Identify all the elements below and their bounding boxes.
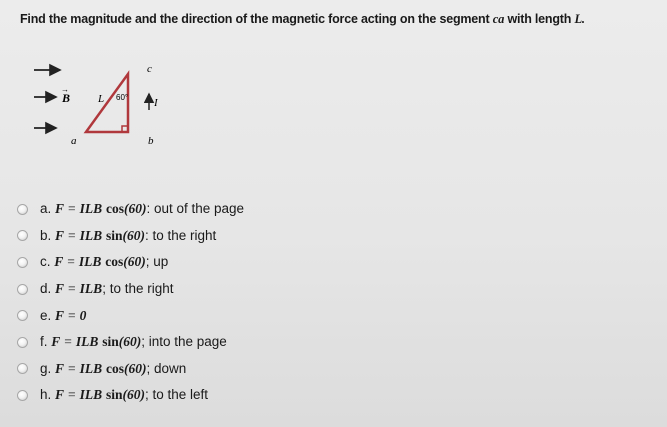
option-direction: ; down: [146, 360, 187, 376]
eq-arg: (60): [123, 360, 147, 376]
option-letter: d.: [40, 281, 52, 297]
option-direction: ; into the page: [141, 334, 227, 350]
equals-sign: =: [68, 227, 76, 243]
radio-button[interactable]: [17, 337, 28, 348]
eq-rhs: ILB: [79, 201, 103, 217]
equals-sign: =: [67, 254, 75, 270]
equals-sign: =: [68, 201, 76, 217]
question-main: Find the magnitude and the direction of the magnetic force acting on the segment: [20, 12, 490, 26]
force-diagram: [20, 52, 190, 152]
option-direction: ; to the left: [144, 387, 209, 403]
option-direction: : out of the page: [146, 201, 245, 217]
equals-sign: =: [68, 307, 76, 323]
eq-rhs: ILB: [78, 254, 102, 270]
question-segment: ca: [492, 12, 505, 26]
eq-rhs: ILB: [79, 281, 103, 297]
option-text: [40, 254, 168, 270]
eq-rhs: ILB: [79, 227, 103, 243]
eq-lhs: F: [55, 307, 65, 323]
diagram-svg: [20, 52, 190, 152]
eq-fn: cos: [105, 254, 124, 270]
eq-lhs: F: [55, 281, 65, 297]
eq-fn: sin: [105, 227, 123, 243]
eq-lhs: F: [55, 360, 65, 376]
option-letter: g.: [40, 360, 52, 376]
equals-sign: =: [64, 334, 72, 350]
option-h[interactable]: [17, 382, 244, 409]
eq-lhs: F: [55, 227, 65, 243]
option-direction: ; up: [145, 254, 169, 270]
radio-button[interactable]: [17, 310, 28, 321]
option-g[interactable]: [17, 356, 244, 383]
eq-rhs: ILB: [79, 360, 103, 376]
eq-arg: (60): [122, 387, 145, 403]
radio-button[interactable]: [17, 257, 28, 268]
eq-arg: (60): [122, 227, 145, 243]
radio-button[interactable]: [17, 390, 28, 401]
option-text: [40, 228, 216, 244]
eq-arg: (60): [118, 334, 142, 350]
option-letter: h.: [40, 387, 52, 403]
vertex-label-c: c: [147, 63, 152, 75]
option-a[interactable]: [17, 196, 244, 223]
eq-lhs: F: [55, 201, 65, 217]
option-text: [40, 308, 86, 324]
option-text: [40, 387, 208, 403]
option-f[interactable]: [17, 329, 244, 356]
option-text: [40, 201, 244, 217]
eq-lhs: F: [55, 387, 65, 403]
radio-button[interactable]: [17, 204, 28, 215]
eq-fn: cos: [105, 201, 124, 217]
arrow-over-b-icon: →: [61, 85, 69, 94]
option-d[interactable]: [17, 276, 244, 303]
option-direction: ; to the right: [102, 281, 174, 297]
option-letter: e.: [40, 307, 52, 323]
option-text: [40, 334, 227, 350]
option-letter: f.: [40, 334, 48, 350]
eq-lhs: F: [51, 334, 61, 350]
radio-button[interactable]: [17, 230, 28, 241]
question-text: [20, 12, 660, 27]
eq-fn: sin: [105, 387, 123, 403]
option-letter: c.: [40, 254, 51, 270]
vertex-label-a: a: [71, 135, 77, 147]
eq-rhs: ILB: [79, 387, 103, 403]
option-text: [40, 361, 186, 377]
eq-arg: (60): [123, 254, 146, 270]
angle-label: 60°: [116, 93, 129, 102]
option-text: [40, 281, 173, 297]
equals-sign: =: [68, 281, 76, 297]
radio-button[interactable]: [17, 363, 28, 374]
equals-sign: =: [68, 360, 76, 376]
eq-fn: sin: [102, 334, 119, 350]
eq-fn: cos: [105, 360, 124, 376]
eq-lhs: F: [54, 254, 64, 270]
eq-arg: (60): [123, 201, 147, 217]
equals-sign: =: [68, 387, 76, 403]
option-direction: : to the right: [144, 227, 217, 243]
option-letter: a.: [40, 201, 52, 217]
option-b[interactable]: [17, 223, 244, 250]
option-e[interactable]: [17, 302, 244, 329]
radio-button[interactable]: [17, 284, 28, 295]
triangle-shape: [86, 74, 128, 132]
option-c[interactable]: [17, 249, 244, 276]
side-label-l: L: [98, 93, 105, 105]
option-letter: b.: [40, 227, 52, 243]
eq-rhs: 0: [79, 307, 87, 323]
question-length-var: L.: [574, 12, 585, 26]
question-length-text: with length: [507, 12, 572, 26]
current-label-i: I: [154, 97, 158, 109]
field-label-b: B: [62, 91, 71, 105]
answer-options: [17, 196, 244, 409]
eq-rhs: ILB: [75, 334, 99, 350]
vertex-label-b: b: [148, 135, 154, 147]
